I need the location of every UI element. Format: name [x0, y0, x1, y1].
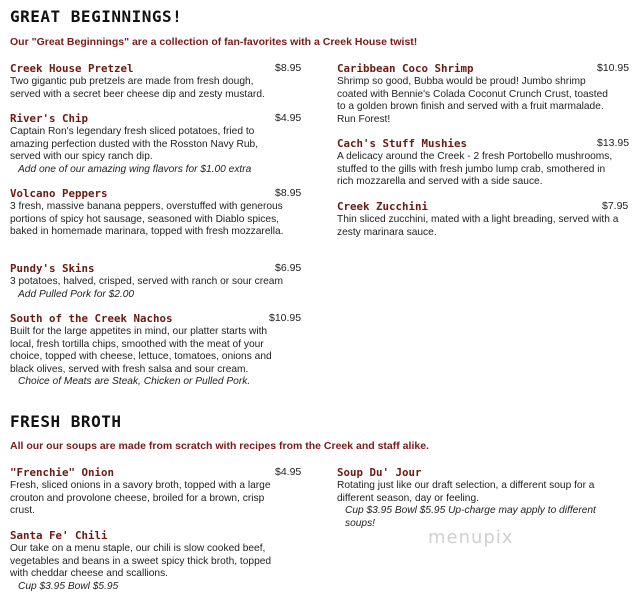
item-note: Choice of Meats are Steak, Chicken or Pulled Pork. — [18, 376, 251, 388]
item-name: Pundy's Skins — [10, 262, 95, 275]
section-intro-fresh-broth: All our our soups are made from scratch with recipes from the Creek and staff alike. — [10, 440, 429, 452]
menu-item — [10, 529, 300, 593]
item-price: $10.95 — [597, 62, 630, 74]
item-name: Creek Zucchini — [337, 200, 429, 213]
menu-item — [337, 137, 632, 189]
item-description: 3 fresh, massive banana peppers, overstuffed with generous portions of spicy hot sausage, seasoned with Diablo spices, baked in homemade marinara, topped with fresh mozzarella. — [10, 201, 284, 238]
menu-item — [10, 262, 300, 301]
item-price: $4.95 — [275, 112, 302, 124]
menu-item — [10, 466, 300, 518]
menu-item — [337, 62, 632, 126]
item-description: Shrimp so good, Bubba would be proud! Jumbo shrimp coated with Bennie's Colada Coconut Crunch Crust, toasted to a golden brown finish and served with a fruit marmalade. Run Forest! — [337, 76, 608, 125]
item-description: Rotating just like our draft selection, a different soup for a different season, day or feeling. — [337, 480, 595, 504]
item-name: "Frenchie" Onion — [10, 466, 115, 479]
section-intro-great-beginnings: Our "Great Beginnings" are a collection of fan-favorites with a Creek House twist! — [10, 36, 418, 48]
item-description: Built for the large appetites in mind, our platter starts with local, fresh tortilla chips, smoothed with the meat of your choice, topped with cheese, lettuce, tomatoes, onions and black olives, served with fresh salsa and sour cream. — [10, 326, 272, 375]
item-name: Cach's Stuff Mushies — [337, 137, 468, 150]
menu-item — [10, 112, 300, 176]
menu-item — [337, 200, 632, 239]
section-title-fresh-broth: FRESH BROTH — [10, 412, 122, 431]
item-description: Our take on a menu staple, our chili is slow cooked beef, vegetables and beans in a sweet spicy thick broth, topped with cheddar cheese and scallions. — [10, 543, 272, 580]
item-price: $7.95 — [602, 200, 629, 212]
item-description: Two gigantic pub pretzels are made from fresh dough, served with a secret beer cheese dip and zesty mustard. — [10, 76, 265, 100]
item-note: Add Pulled Pork for $2.00 — [18, 288, 135, 300]
item-description: A delicacy around the Creek - 2 fresh Portobello mushrooms, stuffed to the gills with fresh jumbo lump crab, smothered in rich mozzarella and served with a side sauce. — [337, 151, 613, 188]
item-name: Creek House Pretzel — [10, 62, 134, 75]
item-name: Soup Du' Jour — [337, 466, 422, 479]
item-name: Caribbean Coco Shrimp — [337, 62, 474, 75]
item-price: $10.95 — [269, 312, 302, 324]
section-title-great-beginnings: GREAT BEGINNINGS! — [10, 7, 183, 26]
item-name: Volcano Peppers — [10, 187, 108, 200]
item-note: Cup $3.95 Bowl $5.95 — [18, 580, 119, 592]
item-price: $6.95 — [275, 262, 302, 274]
item-name: South of the Creek Nachos — [10, 312, 173, 325]
menu-item — [337, 466, 632, 530]
watermark-logo: menupix — [428, 527, 514, 548]
item-price: $4.95 — [275, 466, 302, 478]
item-description: Thin sliced zucchini, mated with a light breading, served with a zesty marinara sauce. — [337, 214, 619, 238]
menu-item — [10, 312, 300, 389]
item-description: Fresh, sliced onions in a savory broth, topped with a large crouton and provolone cheese, broiled for a brown, crisp crust. — [10, 480, 271, 517]
item-price: $8.95 — [275, 62, 302, 74]
item-description: Captain Ron's legendary fresh sliced potatoes, fried to amazing perfection dusted with the Rosston Navy Rub, served with our spicy ranch dip. — [10, 126, 259, 163]
item-price: $13.95 — [597, 137, 630, 149]
item-name: River's Chip — [10, 112, 89, 125]
menu-item — [10, 62, 300, 101]
item-price: $8.95 — [275, 187, 302, 199]
item-note: Cup $3.95 Bowl $5.95 Up-charge may apply to different soups! — [345, 505, 596, 529]
item-description: 3 potatoes, halved, crisped, served with ranch or sour cream — [10, 276, 283, 287]
item-name: Santa Fe' Chili — [10, 529, 108, 542]
item-note: Add one of our amazing wing flavors for $1.00 extra — [18, 163, 252, 175]
menu-item — [10, 187, 300, 239]
